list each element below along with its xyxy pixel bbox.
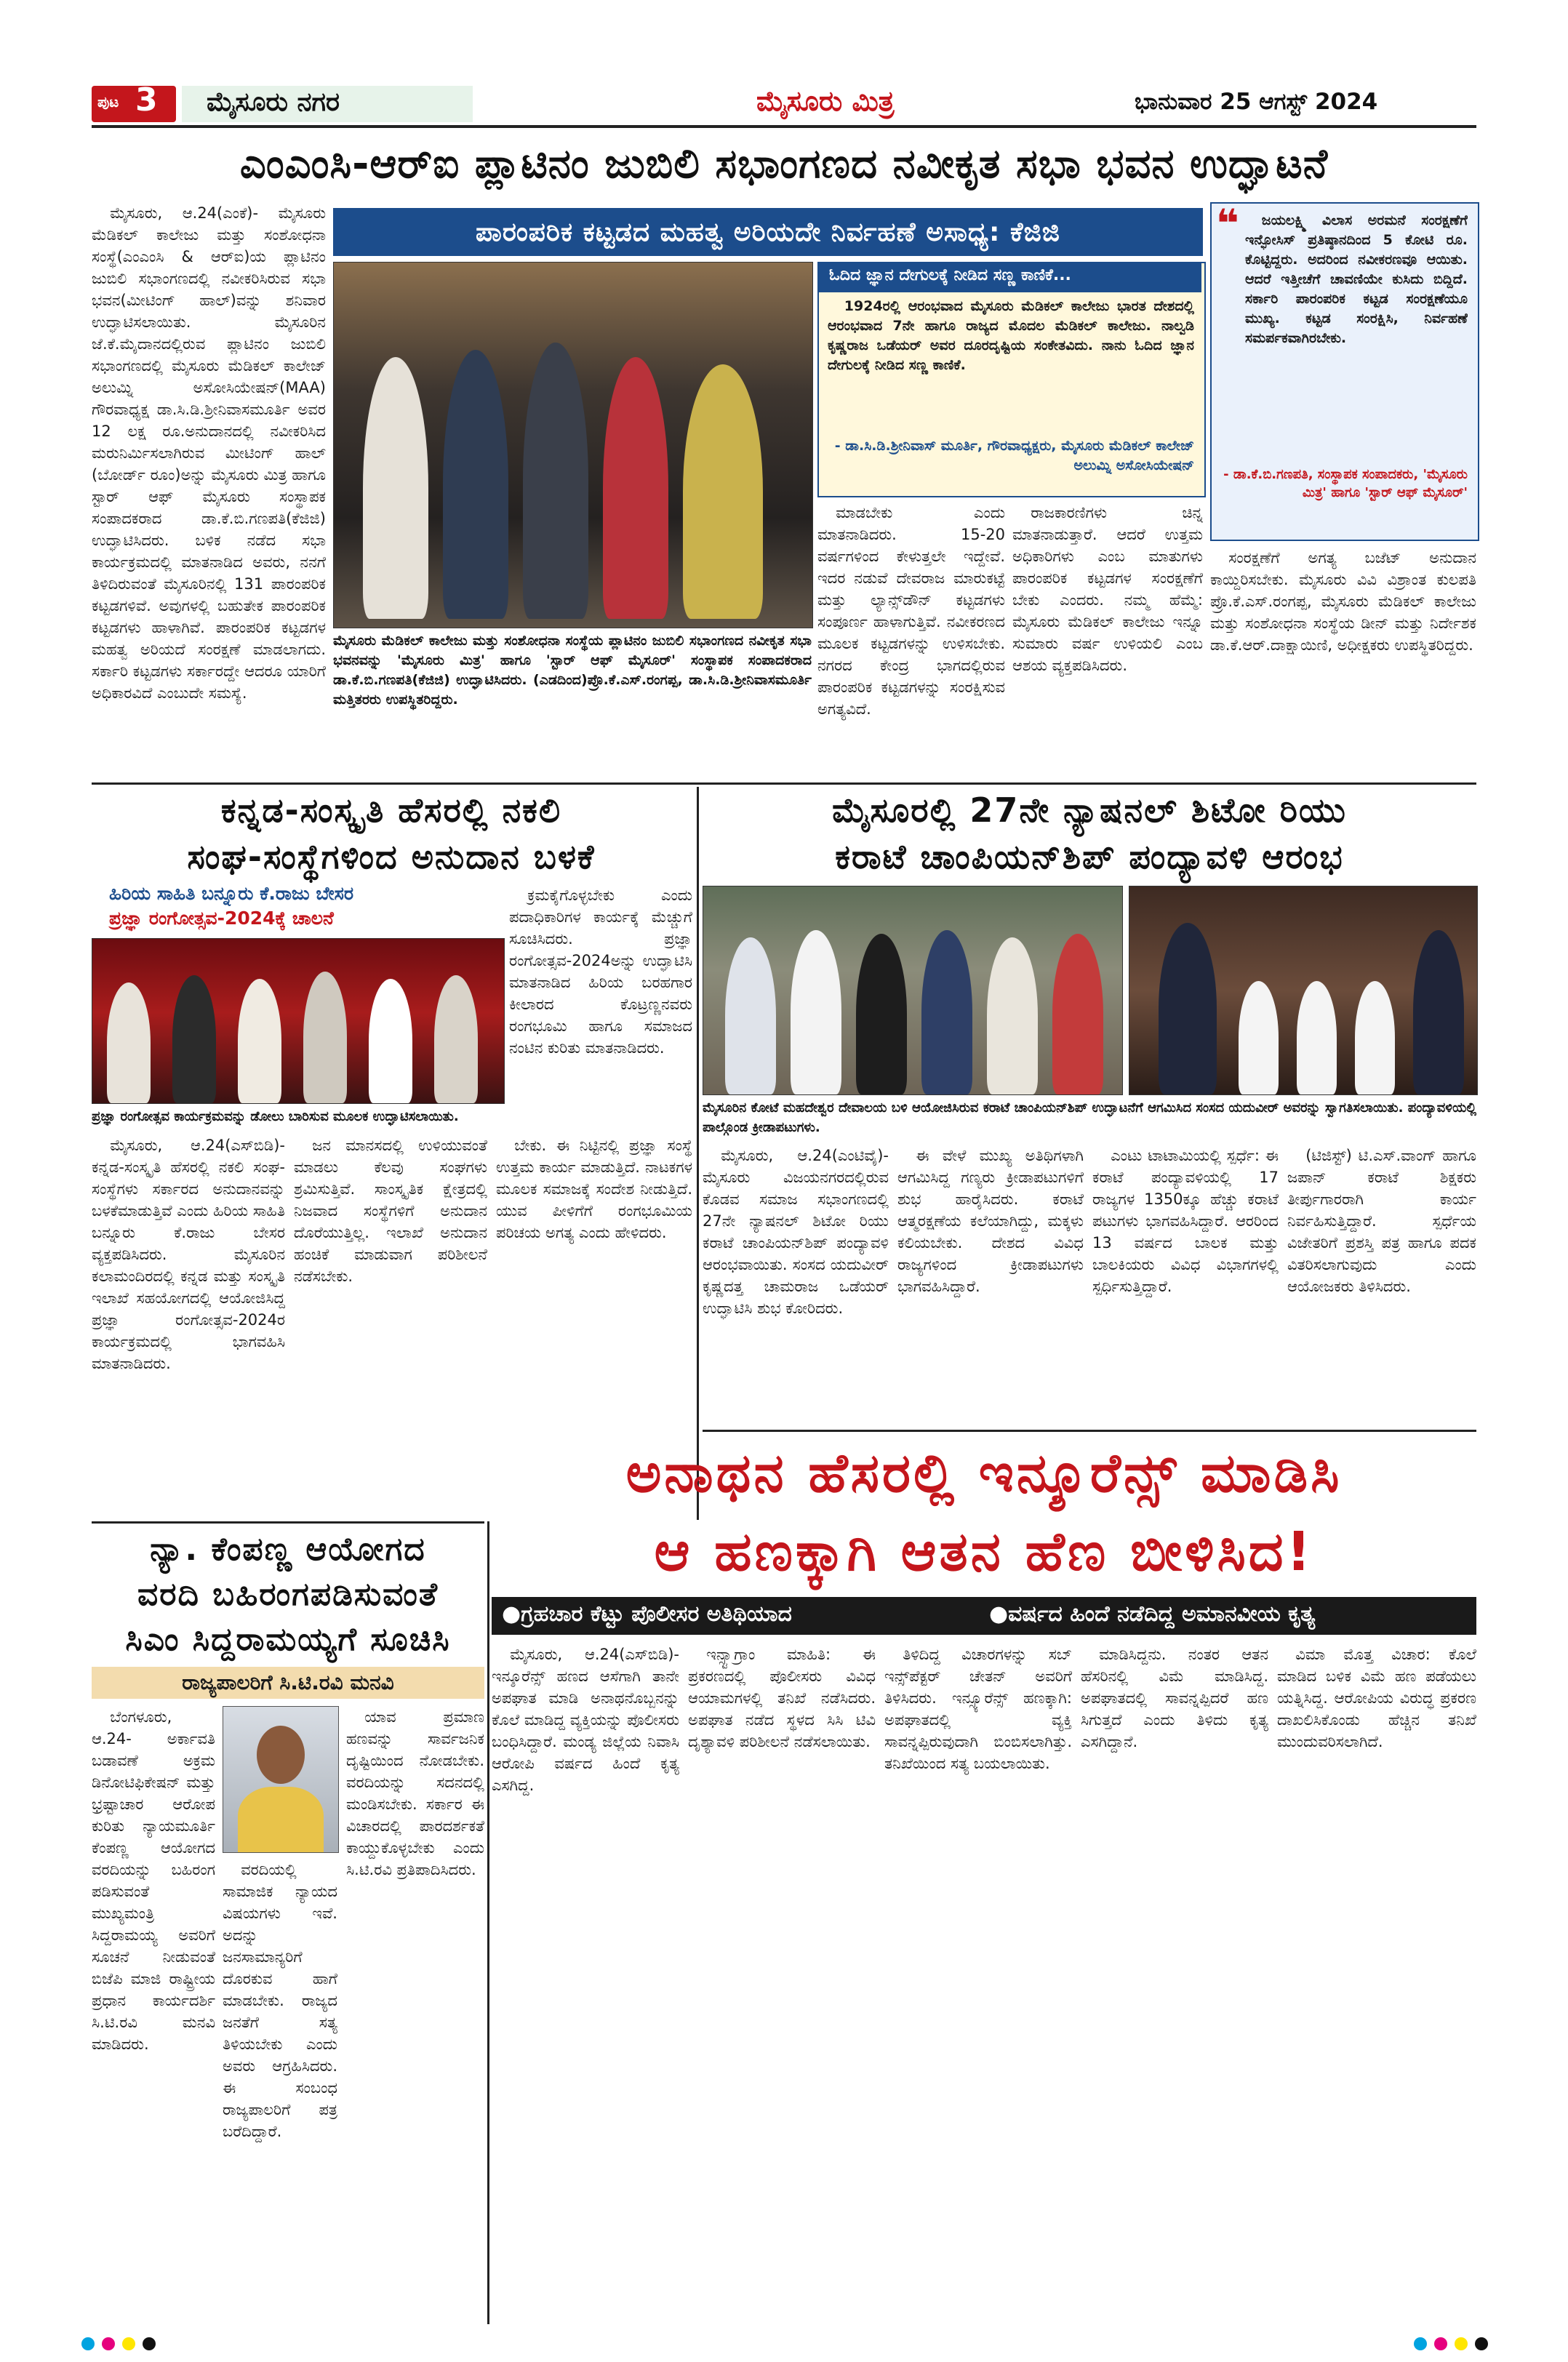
story3-column-1: [703, 1145, 889, 1425]
photo-person: [1355, 981, 1395, 1094]
story2-bullet-1: ಹಿರಿಯ ಸಾಹಿತಿ ಬನ್ನೂರು ಕೆ.ರಾಜು ಬೇಸರ: [109, 883, 354, 904]
story5-column-2: [688, 1644, 876, 2320]
story2-text-1: ಮೈಸೂರು, ಆ.24(ಎಸ್‌ಬಿಡಿ)- ಕನ್ನಡ-ಸಂಸ್ಕೃತಿ ಹೆಸರಲ್ಲಿ ನಕಲಿ ಸಂಘ-ಸಂಸ್ಥೆಗಳು ಸರ್ಕಾರದ ಅನುದಾನವನ್ನು ಬಳಕೆಮಾಡುತ್ತಿವೆ ಎಂದು ಹಿರಿಯ ಸಾಹಿತಿ ಬನ್ನೂರು ಕೆ.ರಾಜು ಬೇಸರ ವ್ಯಕ್ತಪಡಿಸಿದರು. ಮೈಸೂರಿನ ಕಲಾಮಂದಿರದಲ್ಲಿ ಕನ್ನಡ ಮತ್ತು ಸಂಸ್ಕೃತಿ ಇಲಾಖೆ ಸಹಯೋಗದಲ್ಲಿ ಆಯೋಜಿಸಿದ್ದ ಪ್ರಜ್ಞಾ ರಂಗೋತ್ಸವ-2024ರ ಕಾರ್ಯಕ್ರಮದಲ್ಲಿ ಭಾಗವಹಿಸಿ ಮಾತನಾಡಿದರು.: [92, 1137, 285, 1372]
story4-text-1: ಬೆಂಗಳೂರು, ಆ.24- ಅರ್ಕಾವತಿ ಬಡಾವಣೆ ಅಕ್ರಮ ಡಿನೋಟಿಫಿಕೇಷನ್ ಮತ್ತು ಭ್ರಷ್ಟಾಚಾರ ಆರೋಪ ಕುರಿತು ನ್ಯಾಯಮೂರ್ತಿ ಕೆಂಪಣ್ಣ ಆಯೋಗದ ವರದಿಯನ್ನು ಬಹಿರಂಗ ಪಡಿಸುವಂತೆ ಮುಖ್ಯಮಂತ್ರಿ ಸಿದ್ದರಾಮಯ್ಯ ಅವರಿಗೆ ಸೂಚನೆ ನೀಡುವಂತೆ ಬಿಜೆಪಿ ಮಾಜಿ ರಾಷ್ಟ್ರೀಯ ಪ್ರಧಾನ ಕಾರ್ಯದರ್ಶಿ ಸಿ.ಟಿ.ರವಿ ಮನವಿ ಮಾಡಿದರು.: [92, 1708, 215, 2053]
lead-photo: [333, 262, 813, 628]
story2-text-3: ಬೇಕು. ಈ ನಿಟ್ಟಿನಲ್ಲಿ ಪ್ರಜ್ಞಾ ಸಂಸ್ಥೆ ಉತ್ತಮ ಕಾರ್ಯ ಮಾಡುತ್ತಿದೆ. ನಾಟಕಗಳ ಮೂಲಕ ಸಮಾಜಕ್ಕೆ ಸಂದೇಶ ನೀಡುತ್ತಿದೆ. ಯುವ ಪೀಳಿಗೆಗೆ ರಂಗಭೂಮಿಯ ಪರಿಚಯ ಅಗತ್ಯ ಎಂದು ಹೇಳಿದರು.: [496, 1137, 692, 1241]
story3-photo-caption: ಮೈಸೂರಿನ ಕೋಟೆ ಮಹದೇಶ್ವರ ದೇವಾಲಯ ಬಳಿ ಆಯೋಜಿಸಿರುವ ಕರಾಟೆ ಚಾಂಪಿಯನ್‌ಶಿಪ್ ಉದ್ಘಾಟನೆಗೆ ಆಗಮಿಸಿದ ಸಂಸದ ಯದುವೀರ್ ಅವರನ್ನು ಸ್ವಾಗತಿಸಲಾಯಿತು. ಪಂದ್ಯಾವಳಿಯಲ್ಲಿ ಪಾಲ್ಗೊಂಡ ಕ್ರೀಡಾಪಟುಗಳು.: [703, 1100, 1476, 1135]
story2-photo: [92, 938, 505, 1104]
photo-person: [725, 937, 776, 1094]
story5-column-3: [884, 1644, 1072, 2320]
side-quote-mark-icon: ❝: [1216, 201, 1239, 247]
photo-person: [791, 930, 841, 1094]
photo-person: [1159, 923, 1217, 1094]
story5-headline-1: ಅನಾಥನ ಹೆಸರಲ್ಲಿ ಇನ್ಶೂರೆನ್ಸ್ ಮಾಡಿಸಿ: [625, 1442, 1343, 1505]
registration-mark-cyan: [1414, 2337, 1427, 2350]
story2-headline-2: ಸಂಘ-ಸಂಸ್ಥೆಗಳಿಂದ ಅನುದಾನ ಬಳಕೆ: [187, 837, 596, 876]
story2-text-2: ಜನ ಮಾನಸದಲ್ಲಿ ಉಳಿಯುವಂತೆ ಮಾಡಲು ಕೆಲವು ಸಂಘಗಳು ಶ್ರಮಿಸುತ್ತಿವೆ. ಸಾಂಸ್ಕೃತಿಕ ಕ್ಷೇತ್ರದಲ್ಲಿ ನಿಜವಾದ ಸಂಸ್ಥೆಗಳಿಗೆ ಅನುದಾನ ದೊರೆಯುತ್ತಿಲ್ಲ. ಇಲಾಖೆ ಅನುದಾನ ಹಂಚಿಕೆ ಮಾಡುವಾಗ ಪರಿಶೀಲನೆ ನಡೆಸಬೇಕು.: [294, 1137, 487, 1285]
issue-date: ಭಾನುವಾರ 25 ಆಗಸ್ಟ್ 2024: [1135, 89, 1378, 115]
story4-kicker: ರಾಜ್ಯಪಾಲರಿಗೆ ಸಿ.ಟಿ.ರವಿ ಮನವಿ: [182, 1670, 394, 1694]
lead-headline: ಎಂಎಂಸಿ-ಆರ್‌ಐ ಪ್ಲಾಟಿನಂ ಜುಬಿಲಿ ಸಭಾಂಗಣದ ನವೀಕೃತ ಸಭಾ ಭವನ ಉದ್ಘಾಟನೆ: [239, 140, 1329, 188]
story5-top-rule: [703, 1430, 1476, 1432]
section-title: ಮೈಸೂರು ನಗರ: [207, 87, 340, 117]
story4-headline-1: ನ್ಯಾ. ಕೆಂಪಣ್ಣ ಆಯೋಗದ: [150, 1531, 426, 1568]
page-label: ಪುಟ: [97, 93, 119, 111]
story4-text-3: ಯಾವ ಪ್ರಮಾಣ ಹಣವನ್ನು ಸಾರ್ವಜನಿಕ ದೃಷ್ಟಿಯಿಂದ ನೋಡಬೇಕು. ವರದಿಯನ್ನು ಸದನದಲ್ಲಿ ಮಂಡಿಸಬೇಕು. ಸರ್ಕಾರ ಈ ವಿಚಾರದಲ್ಲಿ ಪಾರದರ್ಶಕತೆ ಕಾಯ್ದುಕೊಳ್ಳಬೇಕು ಎಂದು ಸಿ.ಟಿ.ರವಿ ಪ್ರತಿಪಾದಿಸಿದರು.: [346, 1708, 484, 1878]
story3-text-4: (ಟಿಜಿಸ್ಟ್) ಟಿ.ಎಸ್.ವಾಂಗ್ ಹಾಗೂ ಜಪಾನ್ ಕರಾಟೆ ಶಿಕ್ಷಕರು ತೀರ್ಪುಗಾರರಾಗಿ ಕಾರ್ಯ ನಿರ್ವಹಿಸುತ್ತಿದ್ದಾರೆ. ಸ್ಪರ್ಧೆಯ ವಿಜೇತರಿಗೆ ಪ್ರಶಸ್ತಿ ಪತ್ರ ಹಾಗೂ ಪದಕ ವಿತರಿಸಲಾಗುವುದು ಎಂದು ಆಯೋಜಕರು ತಿಳಿಸಿದರು.: [1287, 1147, 1476, 1295]
story3-photo-2: [1129, 886, 1478, 1095]
story5-kicker-1: ●ಗ್ರಹಚಾರ ಕೆಟ್ಟು ಪೊಲೀಸರ ಅತಿಥಿಯಾದ: [502, 1601, 792, 1627]
side-quote-sign: - ಡಾ.ಕೆ.ಬಿ.ಗಣಪತಿ, ಸಂಸ್ಥಾಪಕ ಸಂಪಾದಕರು, 'ಮೈಸೂರು ಮಿತ್ರ' ಹಾಗೂ 'ಸ್ಟಾರ್ ಆಫ್ ಮೈಸೂರ್': [1223, 467, 1468, 500]
lead-column-3: [817, 502, 1005, 778]
photo-person: [238, 979, 281, 1103]
story5-headline-2: ಆ ಹಣಕ್ಕಾಗಿ ಆತನ ಹೆಣ ಬೀಳಿಸಿದ!: [654, 1521, 1314, 1583]
story2-side-column: [509, 884, 692, 1108]
photo-person: [1239, 981, 1279, 1094]
story4-column-3: [346, 1706, 484, 2324]
lead-quote-body: [828, 297, 1194, 433]
story5-text-1: ಮೈಸೂರು, ಆ.24(ಎಸ್‌ಬಿಡಿ)- ಇನ್ಶೂರೆನ್ಸ್ ಹಣದ ಆಸೆಗಾಗಿ ತಾನೇ ಅಪಘಾತ ಮಾಡಿ ಅನಾಥನೊಬ್ಬನನ್ನು ಕೊಲೆ ಮಾಡಿದ್ದ ವ್ಯಕ್ತಿಯನ್ನು ಪೊಲೀಸರು ಬಂಧಿಸಿದ್ದಾರೆ. ಮಂಡ್ಯ ಜಿಲ್ಲೆಯ ನಿವಾಸಿ ಆರೋಪಿ ವರ್ಷದ ಹಿಂದೆ ಕೃತ್ಯ ಎಸಗಿದ್ದ.: [492, 1646, 679, 1794]
story2-side-text: ಕ್ರಮಕೈಗೊಳ್ಳಬೇಕು ಎಂದು ಪದಾಧಿಕಾರಿಗಳ ಕಾರ್ಯಕ್ಕೆ ಮೆಚ್ಚುಗೆ ಸೂಚಿಸಿದರು. ಪ್ರಜ್ಞಾ ರಂಗೋತ್ಸವ-2024ಅನ್ನು ಉದ್ಘಾಟಿಸಿ ಮಾತನಾಡಿದ ಹಿರಿಯ ಬರಹಗಾರ ಕೀಲಾರದ ಕೊಟ್ರಣ್ಣನವರು ರಂಗಭೂಮಿ ಹಾಗೂ ಸಮಾಜದ ನಂಟಿನ ಕುರಿತು ಮಾತನಾಡಿದರು.: [509, 886, 692, 1057]
photo-person: [107, 982, 151, 1103]
registration-mark-magenta: [1434, 2337, 1447, 2350]
photo-person: [1052, 934, 1103, 1094]
registration-mark-cyan: [81, 2337, 95, 2350]
story2-bullet-2: ಪ್ರಜ್ಞಾ ರಂಗೋತ್ಸವ-2024ಕ್ಕೆ ಚಾಲನೆ: [109, 908, 334, 929]
story3-column-4: [1287, 1145, 1476, 1425]
story4-top-rule: [92, 1521, 484, 1524]
story5-text-2: ಇನ್ಸ್ಟಾಗ್ರಾಂ ಮಾಹಿತಿ: ಈ ಪ್ರಕರಣದಲ್ಲಿ ಪೊಲೀಸರು ವಿವಿಧ ಆಯಾಮಗಳಲ್ಲಿ ತನಿಖೆ ನಡೆಸಿದರು. ಅಪಘಾತ ನಡೆದ ಸ್ಥಳದ ಸಿಸಿ ಟಿವಿ ದೃಶ್ಯಾವಳಿ ಪರಿಶೀಲನೆ ನಡೆಸಲಾಯಿತು.: [688, 1646, 876, 1750]
lead-text-3: ಮಾಡಬೇಕು ಎಂದು ಮಾತನಾಡಿದರು. 15-20 ವರ್ಷಗಳಿಂದ ಕೇಳುತ್ತಲೇ ಇದ್ದೇವೆ. ಇದರ ನಡುವೆ ದೇವರಾಜ ಮಾರುಕಟ್ಟೆ ಮತ್ತು ಲ್ಯಾನ್ಸ್‌ಡೌನ್ ಕಟ್ಟಡಗಳು ಸಂಪೂರ್ಣ ಹಾಳಾಗುತ್ತಿವೆ. ನವೀಕರಣದ ಮೂಲಕ ಕಟ್ಟಡಗಳನ್ನು ಉಳಿಸಬೇಕು. ನಗರದ ಕೇಂದ್ರ ಭಾಗದಲ್ಲಿರುವ ಪಾರಂಪರಿಕ ಕಟ್ಟಡಗಳನ್ನು ಸಂರಕ್ಷಿಸುವ ಅಗತ್ಯವಿದೆ.: [817, 504, 1005, 718]
photo-person: [434, 975, 478, 1103]
story5-column-4: [1081, 1644, 1268, 2320]
photo-person: [921, 930, 972, 1094]
photo-person: [1413, 930, 1464, 1094]
photo-person: [172, 975, 216, 1103]
story2-column-2: [294, 1134, 487, 1511]
lead-quote-sign: - ಡಾ.ಸಿ.ಡಿ.ಶ್ರೀನಿವಾಸ್ ಮೂರ್ತಿ, ಗೌರವಾಧ್ಯಕ್ಷರು, ಮೈಸೂರು ಮೆಡಿಕಲ್ ಕಾಲೇಜ್ ಅಲುಮ್ನಿ ಅಸೋಸಿಯೇಷನ್: [834, 438, 1194, 473]
story3-column-2: [897, 1145, 1084, 1425]
lead-quote-text: 1924ರಲ್ಲಿ ಆರಂಭವಾದ ಮೈಸೂರು ಮೆಡಿಕಲ್ ಕಾಲೇಜು ಭಾರತ ದೇಶದಲ್ಲಿ ಆರಂಭವಾದ 7ನೇ ಹಾಗೂ ರಾಜ್ಯದ ಮೊದಲ ಮೆಡಿಕಲ್ ಕಾಲೇಜು. ನಾಲ್ವಡಿ ಕೃಷ್ಣರಾಜ ಒಡೆಯರ್ ಅವರ ದೂರದೃಷ್ಟಿಯ ಸಂಕೇತವಿದು. ನಾನು ಓದಿದ ಜ್ಞಾನ ದೇಗುಲಕ್ಕೆ ನೀಡಿದ ಸಣ್ಣ ಕಾಣಿಕೆ.: [828, 298, 1194, 373]
photo-person: [303, 972, 347, 1103]
photo-person: [443, 350, 508, 619]
page-number: 3: [135, 81, 158, 119]
story4-column-1: [92, 1706, 215, 2324]
photo-person: [523, 343, 588, 619]
story4-portrait: [223, 1706, 339, 1853]
story2-column-1: [92, 1134, 285, 1511]
story3-photo-1: [703, 886, 1123, 1095]
photo-person: [856, 934, 907, 1094]
lead-text-4: ರಾಜಕಾರಣಿಗಳು ಚಿನ್ನ ಮಾತನಾಡುತ್ತಾರೆ. ಆದರೆ ಉತ್ತಮ ಅಧಿಕಾರಿಗಳು ಎಂಬ ಮಾತುಗಳು ಪಾರಂಪರಿಕ ಕಟ್ಟಡಗಳ ಸಂರಕ್ಷಣೆಗೆ ಬೇಕು ಎಂದರು. ನಮ್ಮ ಹೆಮ್ಮೆ: ಮೈಸೂರು ಮೆಡಿಕಲ್ ಕಾಲೇಜು ಇನ್ನೂ ಸುಮಾರು ವರ್ಷ ಉಳಿಯಲಿ ಎಂಬ ಆಶಯ ವ್ಯಕ್ತಪಡಿಸಿದರು.: [1012, 504, 1203, 674]
lead-bottom-rule: [92, 782, 1476, 785]
story3-column-3: [1092, 1145, 1279, 1425]
side-quote-body: [1245, 211, 1468, 458]
registration-mark-yellow: [122, 2337, 135, 2350]
photo-person: [1297, 981, 1337, 1094]
story4-divider: [487, 1521, 489, 2324]
lead-quote-title: ಓದಿದ ಜ್ಞಾನ ದೇಗುಲಕ್ಕೆ ನೀಡಿದ ಸಣ್ಣ ಕಾಣಿಕೆ...: [829, 266, 1071, 284]
story2-photo-caption: ಪ್ರಜ್ಞಾ ರಂಗೋತ್ಸವ ಕಾರ್ಯಕ್ರಮವನ್ನು ಡೋಲು ಬಾರಿಸುವ ಮೂಲಕ ಉದ್ಘಾಟಿಸಲಾಯಿತು.: [92, 1109, 459, 1124]
lead-photo-caption: ಮೈಸೂರು ಮೆಡಿಕಲ್ ಕಾಲೇಜು ಮತ್ತು ಸಂಶೋಧನಾ ಸಂಸ್ಥೆಯ ಪ್ಲಾಟಿನಂ ಜುಬಿಲಿ ಸಭಾಂಗಣದ ನವೀಕೃತ ಸಭಾ ಭವನವನ್ನು 'ಮೈಸೂರು ಮಿತ್ರ' ಹಾಗೂ 'ಸ್ಟಾರ್ ಆಫ್ ಮೈಸೂರ್' ಸಂಸ್ಥಾಪಕ ಸಂಪಾದಕರಾದ ಡಾ.ಕೆ.ಬಿ.ಗಣಪತಿ(ಕೆಜಿಜಿ) ಉದ್ಘಾಟಿಸಿದರು. (ಎಡದಿಂದ)ಪ್ರೊ.ಕೆ.ಎಸ್.ರಂಗಪ್ಪ, ಡಾ.ಸಿ.ಡಿ.ಶ್ರೀನಿವಾಸಮೂರ್ತಿ ಮತ್ತಿತರರು ಉಪಸ್ಥಿತರಿದ್ದರು.: [333, 633, 812, 708]
photo-person: [987, 937, 1038, 1094]
story3-text-1: ಮೈಸೂರು, ಆ.24(ಎಂಟಿವೈ)- ಮೈಸೂರು ವಿಜಯನಗರದಲ್ಲಿರುವ ಕೊಡವ ಸಮಾಜ ಸಭಾಂಗಣದಲ್ಲಿ 27ನೇ ನ್ಯಾಷನಲ್ ಶಿಟೋ ರಿಯು ಕರಾಟೆ ಚಾಂಪಿಯನ್‌ಶಿಪ್ ಪಂದ್ಯಾವಳಿ ಆರಂಭವಾಯಿತು. ಸಂಸದ ಯದುವೀರ್ ಕೃಷ್ಣದತ್ತ ಚಾಮರಾಜ ಒಡೆಯರ್ ಉದ್ಘಾಟಿಸಿ ಶುಭ ಕೋರಿದರು.: [703, 1147, 889, 1317]
registration-mark-black: [1475, 2337, 1488, 2350]
lead-column-4: [1012, 502, 1203, 778]
story5-column-5: [1277, 1644, 1476, 2320]
story5-kicker-2: ●ವರ್ಷದ ಹಿಂದೆ ನಡೆದಿದ್ದ ಅಮಾನವೀಯ ಕೃತ್ಯ: [989, 1601, 1316, 1627]
registration-mark-yellow: [1455, 2337, 1468, 2350]
lead-text-5: ಸಂರಕ್ಷಣೆಗೆ ಅಗತ್ಯ ಬಜೆಟ್ ಅನುದಾನ ಕಾಯ್ದಿರಿಸಬೇಕು. ಮೈಸೂರು ವಿವಿ ವಿಶ್ರಾಂತ ಕುಲಪತಿ ಪ್ರೊ.ಕೆ.ಎಸ್.ರಂಗಪ್ಪ, ಮೈಸೂರು ಮೆಡಿಕಲ್ ಕಾಲೇಜು ಮತ್ತು ಸಂಶೋಧನಾ ಸಂಸ್ಥೆಯ ಡೀನ್ ಮತ್ತು ನಿರ್ದೇಶಕ ಡಾ.ಕೆ.ಆರ್.ದಾಕ್ಷಾಯಿಣಿ, ಅಧೀಕ್ಷಕರು ಉಪಸ್ಥಿತರಿದ್ದರು.: [1210, 549, 1476, 654]
registration-mark-magenta: [102, 2337, 115, 2350]
portrait-body: [238, 1787, 324, 1853]
story3-text-2: ಈ ವೇಳೆ ಮುಖ್ಯ ಅತಿಥಿಗಳಾಗಿ ಆಗಮಿಸಿದ್ದ ಗಣ್ಯರು ಕ್ರೀಡಾಪಟುಗಳಿಗೆ ಶುಭ ಹಾರೈಸಿದರು. ಕರಾಟೆ ಆತ್ಮರಕ್ಷಣೆಯ ಕಲೆಯಾಗಿದ್ದು, ಮಕ್ಕಳು ಕಲಿಯಬೇಕು. ದೇಶದ ವಿವಿಧ ರಾಜ್ಯಗಳಿಂದ ಕ್ರೀಡಾಪಟುಗಳು ಭಾಗವಹಿಸಿದ್ದಾರೆ.: [897, 1147, 1084, 1295]
story5-text-4: ಮಾಡಿಸಿದ್ದನು. ನಂತರ ಆತನ ಹೆಸರಿನಲ್ಲಿ ವಿಮೆ ಮಾಡಿಸಿದ್ದ. ಅಪಘಾತದಲ್ಲಿ ಸಾವನ್ನಪ್ಪಿದರೆ ಹಣ ಸಿಗುತ್ತದೆ ಎಂದು ತಿಳಿದು ಕೃತ್ಯ ಎಸಗಿದ್ದಾನೆ.: [1081, 1646, 1268, 1750]
story2-headline-1: ಕನ್ನಡ-ಸಂಸ್ಕೃತಿ ಹೆಸರಲ್ಲಿ ನಕಲಿ: [220, 790, 562, 830]
story3-headline-1: ಮೈಸೂರಲ್ಲಿ 27ನೇ ನ್ಯಾಷನಲ್ ಶಿಟೋ ರಿಯು: [832, 790, 1347, 830]
story4-headline-3: ಸಿಎಂ ಸಿದ್ದರಾಮಯ್ಯಗೆ ಸೂಚಿಸಿ: [125, 1621, 451, 1658]
side-quote-text: ಜಯಲಕ್ಷ್ಮಿ ವಿಲಾಸ ಅರಮನೆ ಸಂರಕ್ಷಣೆಗೆ ಇನ್ಫೋಸಿಸ್ ಪ್ರತಿಷ್ಠಾನದಿಂದ 5 ಕೋಟಿ ರೂ. ಕೊಟ್ಟಿದ್ದರು. ಅದರಿಂದ ನವೀಕರಣವೂ ಆಯಿತು. ಆದರೆ ಇತ್ತೀಚೆಗೆ ಚಾವಣಿಯೇ ಕುಸಿದು ಬಿದ್ದಿದೆ. ಸರ್ಕಾರಿ ಪಾರಂಪರಿಕ ಕಟ್ಟಡ ಸಂರಕ್ಷಣೆಯೂ ಮುಖ್ಯ. ಕಟ್ಟಡ ಸಂರಕ್ಷಿಸಿ, ನಿರ್ವಹಣೆ ಸಮರ್ಪಕವಾಗಿರಬೇಕು.: [1245, 212, 1468, 346]
story4-text-2: ವರದಿಯಲ್ಲಿ ಸಾಮಾಜಿಕ ನ್ಯಾಯದ ವಿಷಯಗಳು ಇವೆ. ಅದನ್ನು ಜನಸಾಮಾನ್ಯರಿಗೆ ದೊರಕುವ ಹಾಗೆ ಮಾಡಬೇಕು. ರಾಜ್ಯದ ಜನತೆಗೆ ಸತ್ಯ ತಿಳಿಯಬೇಕು ಎಂದು ಅವರು ಆಗ್ರಹಿಸಿದರು. ಈ ಸಂಬಂಧ ರಾಜ್ಯಪಾಲರಿಗೆ ಪತ್ರ ಬರೆದಿದ್ದಾರೆ.: [223, 1861, 337, 2140]
lead-text-1: ಮೈಸೂರು, ಆ.24(ಎಂಕೆ)- ಮೈಸೂರು ಮೆಡಿಕಲ್ ಕಾಲೇಜು ಮತ್ತು ಸಂಶೋಧನಾ ಸಂಸ್ಥೆ(ಎಂಎಂಸಿ & ಆರ್‌ಐ)ಯ ಪ್ಲಾಟಿನಂ ಜುಬಿಲಿ ಸಭಾಂಗಣದಲ್ಲಿ ನವೀಕರಿಸಿರುವ ಸಭಾ ಭವನ(ಮೀಟಿಂಗ್ ಹಾಲ್)ವನ್ನು ಶನಿವಾರ ಉದ್ಘಾಟಿಸಲಾಯಿತು. ಮೈಸೂರಿನ ಜೆ.ಕೆ.ಮೈದಾನದಲ್ಲಿರುವ ಪ್ಲಾಟಿನಂ ಜುಬಿಲಿ ಸಭಾಂಗಣದಲ್ಲಿ ಮೈಸೂರು ಮೆಡಿಕಲ್ ಕಾಲೇಜ್ ಅಲುಮ್ನಿ ಅಸೋಸಿಯೇಷನ್‌(MAA) ಗೌರವಾಧ್ಯಕ್ಷ ಡಾ.ಸಿ.ಡಿ.ಶ್ರೀನಿವಾಸಮೂರ್ತಿ ಅವರ 12 ಲಕ್ಷ ರೂ.ಅನುದಾನದಲ್ಲಿ ನವೀಕರಿಸಿದ ಮರುನಿರ್ಮಿಸಲಾಗಿರುವ ಮೀಟಿಂಗ್ ಹಾಲ್ (ಬೋರ್ಡ್ ರೂಂ)ಅನ್ನು ಮೈಸೂರು ಮಿತ್ರ ಹಾಗೂ ಸ್ಟಾರ್ ಆಫ್ ಮೈಸೂರು ಸಂಸ್ಥಾಪಕ ಸಂಪಾದಕರಾದ ಡಾ.ಕೆ.ಬಿ.ಗಣಪತಿ(ಕೆಜಿಜಿ) ಉದ್ಘಾಟಿಸಿದರು. ಬಳಿಕ ನಡೆದ ಸಭಾ ಕಾರ್ಯಕ್ರಮದಲ್ಲಿ ಮಾತನಾಡಿದ ಅವರು, ನನಗೆ ತಿಳಿದಿರುವಂತೆ ಮೈಸೂರಿನಲ್ಲಿ 131 ಪಾರಂಪರಿಕ ಕಟ್ಟಡಗಳಿವೆ. ಅವುಗಳಲ್ಲಿ ಬಹುತೇಕ ಪಾರಂಪರಿಕ ಕಟ್ಟಡಗಳು ಹಾಳಾಗಿವೆ. ಪಾರಂಪರಿಕ ಕಟ್ಟಡಗಳ ಮಹತ್ವ ಅರಿಯದೆ ಸಂರಕ್ಷಣೆ ಮಾಡಲಾಗದು. ಸರ್ಕಾರಿ ಕಟ್ಟಡಗಳು ಸರ್ಕಾರದ್ದೇ ಆದರೂ ಯಾರಿಗೆ ಅಧಿಕಾರವಿದೆ ಎಂಬುದೇ ಸಮಸ್ಯೆ.: [92, 204, 326, 702]
story3-text-3: ಎಂಟು ಟಾಟಾಮಿಯಲ್ಲಿ ಸ್ಪರ್ಧೆ: ಈ ಕರಾಟೆ ಪಂದ್ಯಾವಳಿಯಲ್ಲಿ 17 ರಾಜ್ಯಗಳ 1350ಕ್ಕೂ ಹೆಚ್ಚು ಕರಾಟೆ ಪಟುಗಳು ಭಾಗವಹಿಸಿದ್ದಾರೆ. ಆರರಿಂದ 13 ವರ್ಷದ ಬಾಲಕ ಮತ್ತು ಬಾಲಕಿಯರು ವಿವಿಧ ವಿಭಾಗಗಳಲ್ಲಿ ಸ್ಪರ್ಧಿಸುತ್ತಿದ್ದಾರೆ.: [1092, 1147, 1279, 1295]
story5-text-3: ತಿಳಿದಿದ್ದ ವಿಚಾರಗಳನ್ನು ಸಬ್ ಇನ್ಸ್‌ಪೆಕ್ಟರ್ ಚೇತನ್ ಅವರಿಗೆ ತಿಳಿಸಿದರು. ಇನ್ಸ್ಯೂರೆನ್ಸ್ ಹಣಕ್ಕಾಗಿ: ಅಪಘಾತದಲ್ಲಿ ವ್ಯಕ್ತಿ ಸಾವನ್ನಪ್ಪಿರುವುದಾಗಿ ಬಿಂಬಿಸಲಾಗಿತ್ತು. ತನಿಖೆಯಿಂದ ಸತ್ಯ ಬಯಲಾಯಿತು.: [884, 1646, 1072, 1772]
masthead: ಮೈಸೂರು ಮಿತ್ರ: [756, 84, 895, 117]
lead-subhead: ಪಾರಂಪರಿಕ ಕಟ್ಟಡದ ಮಹತ್ವ ಅರಿಯದೇ ನಿರ್ವಹಣೆ ಅಸಾಧ್ಯ: ಕೆಜಿಜಿ: [476, 217, 1060, 247]
registration-mark-black: [143, 2337, 156, 2350]
story4-column-2: [223, 1859, 337, 2324]
lead-column-5: [1210, 547, 1476, 778]
photo-person: [369, 979, 412, 1103]
photo-person: [683, 364, 763, 619]
story3-headline-2: ಕರಾಟೆ ಚಾಂಪಿಯನ್‌ಶಿಪ್ ಪಂದ್ಯಾವಳಿ ಆರಂಭ: [835, 837, 1344, 876]
photo-person: [603, 357, 668, 619]
lead-column-1: [92, 202, 326, 778]
story4-headline-2: ವರದಿ ಬಹಿರಂಗಪಡಿಸುವಂತೆ: [137, 1576, 439, 1613]
story5-text-5: ವಿಮಾ ಮೊತ್ತ ವಿಚಾರ: ಕೊಲೆ ಮಾಡಿದ ಬಳಿಕ ವಿಮೆ ಹಣ ಪಡೆಯಲು ಯತ್ನಿಸಿದ್ದ. ಆರೋಪಿಯ ವಿರುದ್ಧ ಪ್ರಕರಣ ದಾಖಲಿಸಿಕೊಂಡು ಹೆಚ್ಚಿನ ತನಿಖೆ ಮುಂದುವರಿಸಲಾಗಿದೆ.: [1277, 1646, 1476, 1750]
photo-person: [363, 357, 428, 619]
header-rule: [92, 125, 1476, 128]
vertical-divider: [697, 787, 699, 1520]
portrait-head: [257, 1726, 305, 1784]
story5-column-1: [492, 1644, 679, 2320]
